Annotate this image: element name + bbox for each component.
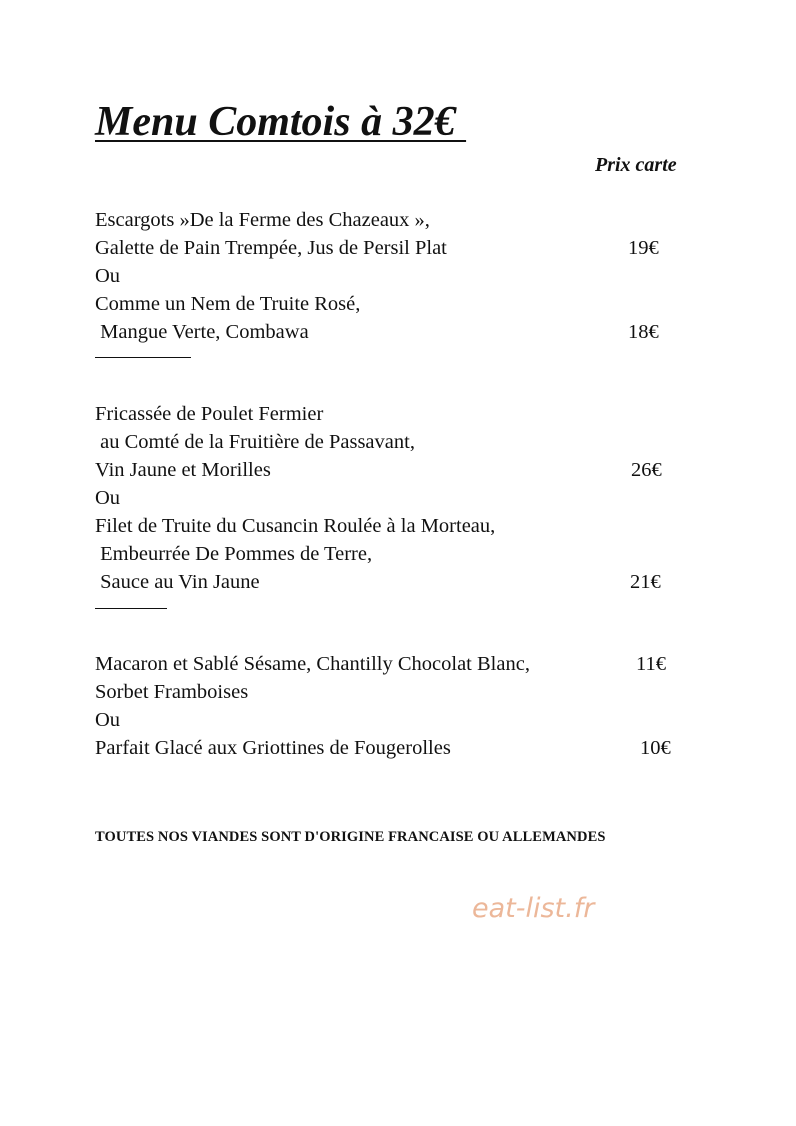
- starter-2-line-2: Mangue Verte, Combawa: [95, 321, 309, 343]
- mains-separator: [95, 608, 167, 609]
- menu-title: Menu Comtois à 32€: [95, 99, 467, 145]
- starter-1-line-2: Galette de Pain Trempée, Jus de Persil Plat: [95, 237, 447, 259]
- starters-separator: [95, 357, 191, 358]
- main-1-line-2: au Comté de la Fruitière de Passavant,: [95, 431, 415, 453]
- prix-carte-label: Prix carte: [595, 154, 677, 176]
- main-1-line-1: Fricassée de Poulet Fermier: [95, 403, 324, 425]
- main-2-price: 21€: [630, 571, 661, 593]
- meat-origin-note: TOUTES NOS VIANDES SONT D'ORIGINE FRANCAISE OU ALLEMANDES: [95, 829, 606, 845]
- starter-2-price: 18€: [628, 321, 659, 343]
- starter-2-line-1: Comme un Nem de Truite Rosé,: [95, 293, 361, 315]
- dessert-2-price: 10€: [640, 737, 671, 759]
- desserts-or: Ou: [95, 709, 121, 731]
- starter-1-line-1: Escargots »De la Ferme des Chazeaux »,: [95, 209, 430, 231]
- main-1-price: 26€: [631, 459, 662, 481]
- dessert-1-price: 11€: [636, 653, 666, 675]
- dessert-1-line-2: Sorbet Framboises: [95, 681, 249, 703]
- main-1-line-3: Vin Jaune et Morilles: [95, 459, 271, 481]
- main-2-line-3: Sauce au Vin Jaune: [95, 571, 260, 593]
- starter-1-price: 19€: [628, 237, 659, 259]
- mains-or: Ou: [95, 487, 121, 509]
- watermark: eat-list.fr: [472, 893, 595, 924]
- main-2-line-2: Embeurrée De Pommes de Terre,: [95, 543, 373, 565]
- dessert-1-line-1: Macaron et Sablé Sésame, Chantilly Chocolat Blanc,: [95, 653, 530, 675]
- starters-or: Ou: [95, 265, 121, 287]
- dessert-2-line-1: Parfait Glacé aux Griottines de Fougerolles: [95, 737, 451, 759]
- main-2-line-1: Filet de Truite du Cusancin Roulée à la Morteau,: [95, 515, 496, 537]
